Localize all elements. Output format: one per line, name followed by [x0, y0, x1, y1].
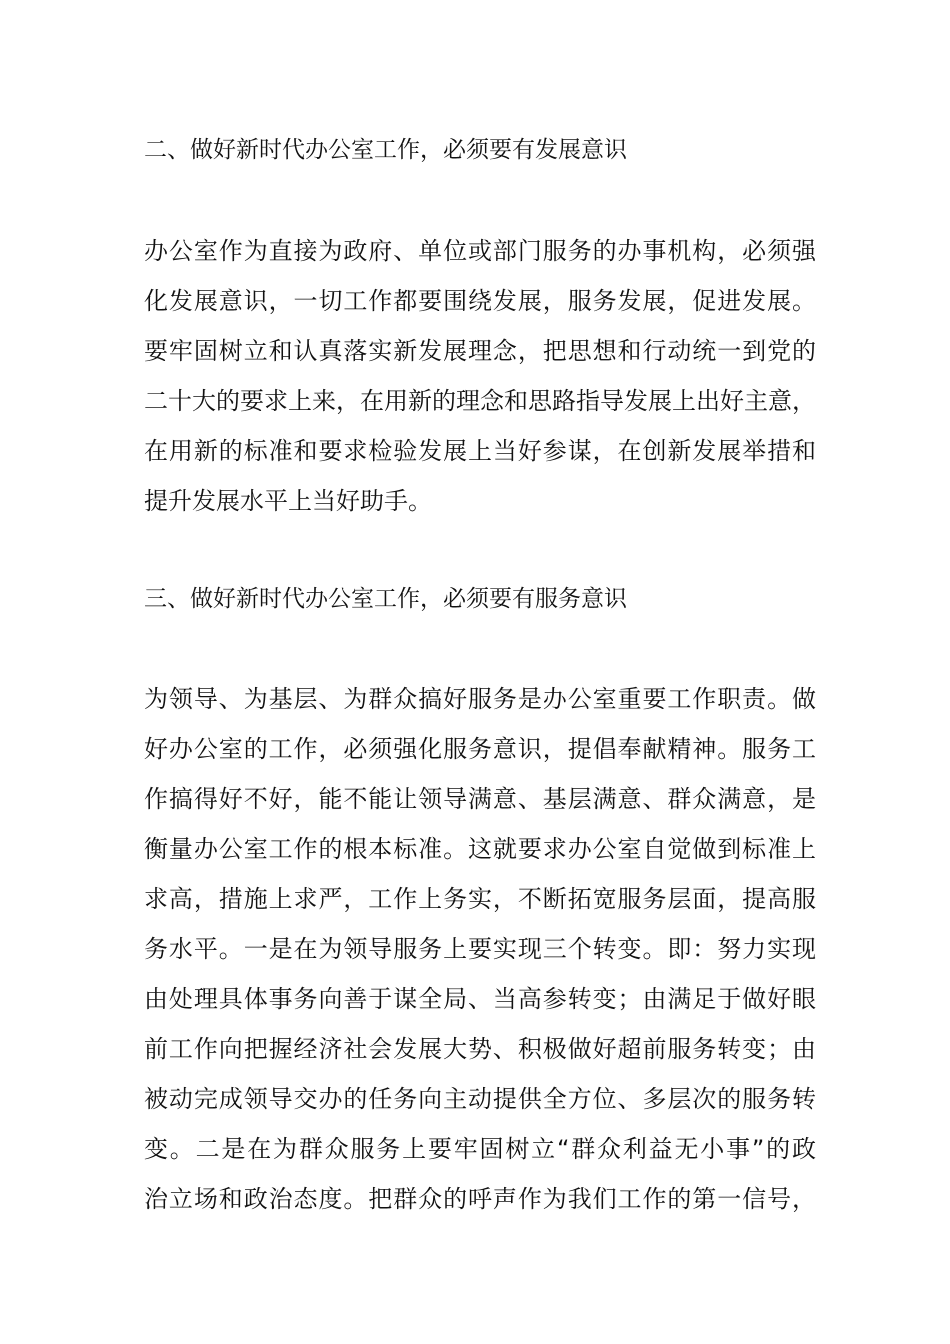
paragraph-line: 办公室作为直接为政府、单位或部门服务的办事机构，必须强 — [144, 237, 816, 265]
paragraph-line: 在用新的标准和要求检验发展上当好参谋，在创新发展举措和 — [144, 437, 816, 465]
paragraph-line: 治立场和政治态度。把群众的呼声作为我们工作的第一信号， — [144, 1185, 816, 1213]
paragraph-line: 被动完成领导交办的任务向主动提供全方位、多层次的服务转 — [144, 1085, 816, 1113]
paragraph-line: 化发展意识，一切工作都要围绕发展，服务发展，促进发展。 — [144, 287, 816, 315]
paragraph-line: 为领导、为基层、为群众搞好服务是办公室重要工作职责。做 — [144, 685, 816, 713]
paragraph — [144, 674, 816, 1224]
paragraph-line: 前工作向把握经济社会发展大势、积极做好超前服务转变；由 — [144, 1035, 816, 1063]
section-heading: 二、做好新时代办公室工作，必须要有发展意识 — [144, 137, 627, 163]
paragraph-line: 作搞得好不好，能不能让领导满意、基层满意、群众满意，是 — [144, 785, 816, 813]
paragraph — [144, 226, 816, 526]
paragraph-line: 好办公室的工作，必须强化服务意识，提倡奉献精神。服务工 — [144, 735, 816, 763]
paragraph-line: 衡量办公室工作的根本标准。这就要求办公室自觉做到标准上 — [144, 835, 816, 863]
paragraph-line: 由处理具体事务向善于谋全局、当高参转变；由满足于做好眼 — [144, 985, 816, 1013]
paragraph-line: 二十大的要求上来，在用新的理念和思路指导发展上出好主意， — [144, 387, 816, 415]
paragraph-line: 务水平。一是在为领导服务上要实现三个转变。即：努力实现 — [144, 935, 816, 963]
section-heading: 三、做好新时代办公室工作，必须要有服务意识 — [144, 586, 627, 612]
paragraph-line: 提升发展水平上当好助手。 — [144, 487, 432, 515]
paragraph-line: 要牢固树立和认真落实新发展理念，把思想和行动统一到党的 — [144, 337, 816, 365]
paragraph-line: 求高，措施上求严，工作上务实，不断拓宽服务层面，提高服 — [144, 885, 816, 913]
paragraph-line: 变。二是在为群众服务上要牢固树立“群众利益无小事”的政 — [144, 1135, 816, 1163]
